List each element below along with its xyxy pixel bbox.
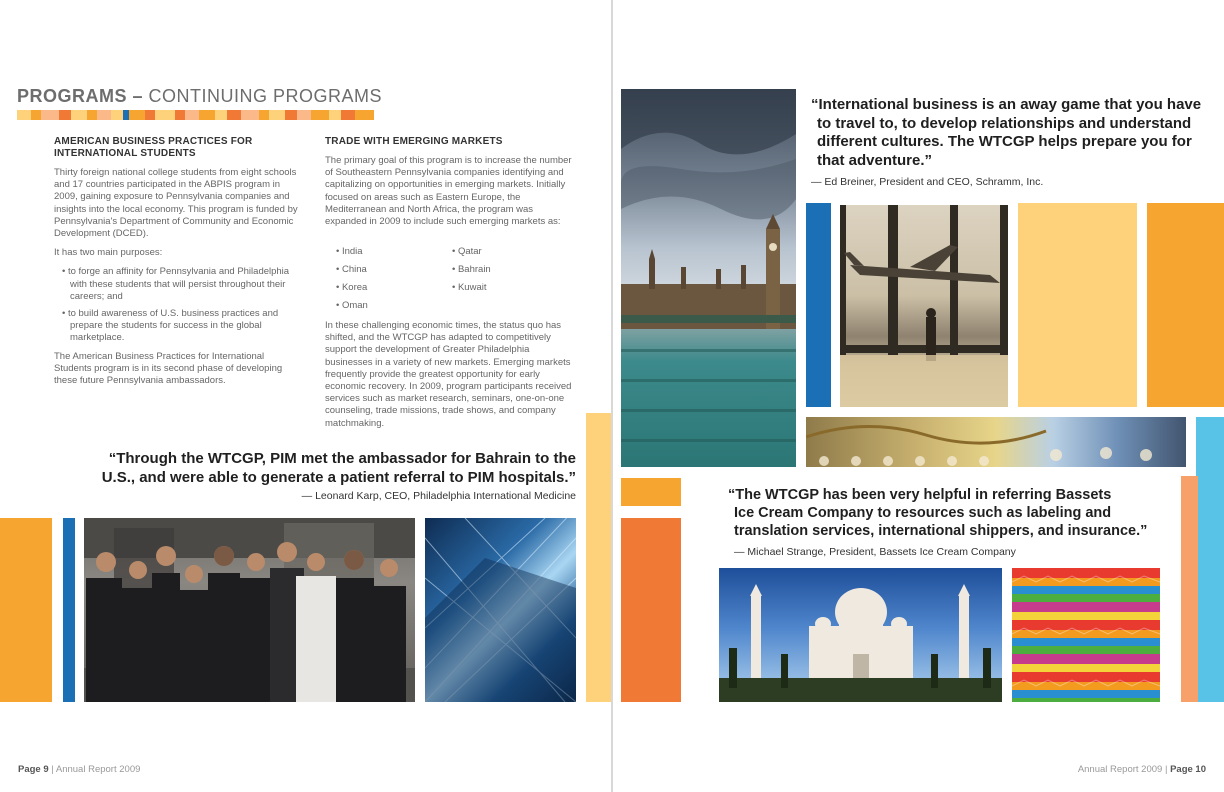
airport-photo: [840, 205, 1008, 407]
abpis-column: [54, 136, 299, 394]
trade-heading: TRADE WITH EMERGING MARKETS: [325, 136, 503, 147]
page-9: [0, 0, 611, 792]
blue-bar: [806, 203, 831, 407]
abpis-paragraph-2: It has two main purposes:: [54, 247, 163, 259]
page-10-footer: Annual Report 2009 | Page 10: [1077, 764, 1206, 775]
textiles-photo: [1012, 568, 1160, 702]
yellow-bar: [586, 413, 611, 702]
trade-paragraph-1: The primary goal of this program is to increase the number of Southeastern Pennsylvania companies identifying and capitalizing on opportunities in emerging markets. Initially focused on areas such as Eastern Europe, the Mediterranean and North Africa, the program was expanded in 2009 to include such emerging markets as:: [325, 155, 572, 228]
orange-block: [0, 518, 52, 702]
page-10: [613, 0, 1224, 792]
glass-architecture-photo: [425, 518, 576, 702]
students-photo: [84, 518, 415, 702]
light-blue-bar: [1196, 417, 1224, 702]
markets-list-2: [452, 246, 491, 300]
trade-column: [325, 136, 575, 235]
page-9-footer: Page 9 | Annual Report 2009: [18, 764, 141, 775]
list-item: • Korea: [336, 282, 368, 293]
orange-strip: [621, 478, 681, 506]
list-item: • India: [336, 246, 363, 257]
section-title: PROGRAMS – CONTINUING PROGRAMS: [17, 86, 383, 106]
abpis-bullets: [54, 266, 299, 344]
list-item: • to forge an affinity for Pennsylvania and Philadelphia with these students that will persist throughout their careers; and: [62, 266, 290, 302]
taj-mahal-photo: [719, 568, 1002, 702]
list-item: • Bahrain: [452, 264, 491, 275]
fabric-banner-photo: [806, 417, 1186, 467]
list-item: • Kuwait: [452, 282, 487, 293]
orange-block: [1147, 203, 1224, 407]
strange-quote-attribution: — Michael Strange, President, Bassets Ice Cream Company: [734, 546, 1016, 558]
london-photo: [621, 89, 796, 467]
abpis-paragraph-3: The American Business Practices for International Students program is in its second phase of developing these future Pennsylvania ambassadors.: [54, 350, 283, 387]
list-item: • China: [336, 264, 367, 275]
strange-quote: “The WTCGP has been very helpful in referring Bassets Ice Cream Company to resources such as labeling and translation services, international shippers, and insurance.”: [728, 487, 1148, 539]
peach-bar: [1181, 476, 1198, 702]
trade-paragraph-2: In these challenging economic times, the status quo has shifted, and the WTCGP has adapted to competitively support the development of Greater Philadelphia businesses in a variety of new markets. Emerging markets frequently provide the greatest opportunity for early economic recovery. In 2009, program participants received services such as market research, seminars, one-on-one counseling, trade missions, trade shows, and company matchmaking.: [325, 320, 572, 429]
pim-quote: “Through the WTCGP, PIM met the ambassador for Bahrain to the U.S., and were able to generate a patient referral to PIM hospitals.”: [101, 450, 576, 486]
breiner-quote: “International business is an away game that you have to travel to, to develop relationships and understand different cultures. The WTCGP helps prepare you for that adventure.”: [811, 96, 1202, 169]
abpis-heading: AMERICAN BUSINESS PRACTICES FOR INTERNATIONAL STUDENTS: [54, 136, 253, 159]
breiner-quote-attribution: — Ed Breiner, President and CEO, Schramm, Inc.: [811, 176, 1044, 188]
yellow-block: [1018, 203, 1137, 407]
pim-quote-attribution: — Leonard Karp, CEO, Philadelphia International Medicine: [301, 490, 576, 502]
color-stripe: [17, 110, 374, 120]
blue-bar: [63, 518, 75, 702]
list-item: • Oman: [336, 300, 368, 311]
markets-list-1: [336, 246, 368, 318]
abpis-paragraph-1: Thirty foreign national college students from eight schools and 17 countries participated in the ABPIS program in 2009, gaining exposure to Pennsylvania companies and insights into the local economy. This program is funded by Pennsylvania's Department of Community and Economic Development (DCED).: [54, 167, 298, 240]
list-item: • Qatar: [452, 246, 482, 257]
dark-orange-block: [621, 518, 681, 702]
list-item: • to build awareness of U.S. business practices and prepare the students for success in the global marketplace.: [62, 308, 279, 344]
